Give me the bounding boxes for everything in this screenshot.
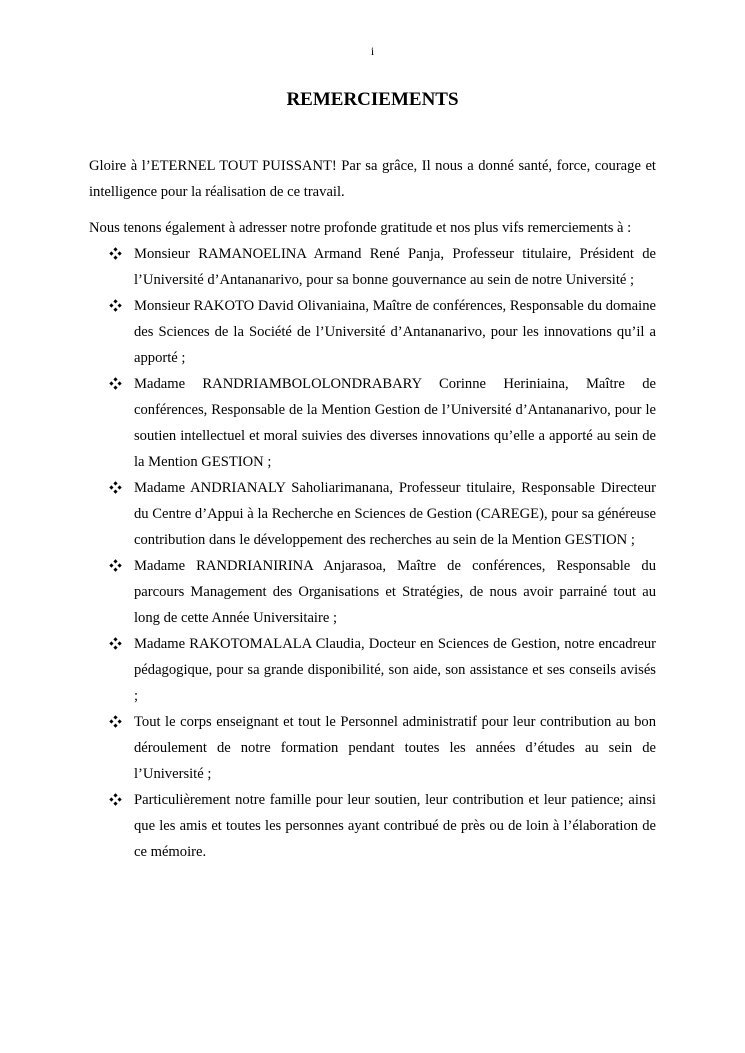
list-item bbox=[89, 631, 656, 709]
list-item bbox=[89, 371, 656, 475]
diamond-bullet-icon bbox=[109, 293, 125, 319]
page-content bbox=[89, 153, 656, 865]
page-number: i bbox=[370, 44, 375, 58]
list-item-text: Madame RAKOTOMALALA Claudia, Docteur en Sciences de Gestion, notre encadreur pédagogique, pour sa grande disponibilité, son aide, son assistance et ses conseils avisés ; bbox=[134, 636, 656, 704]
list-item bbox=[89, 241, 656, 293]
diamond-bullet-icon bbox=[109, 553, 125, 579]
list-item-text: Madame ANDRIANALY Saholiarimanana, Professeur titulaire, Responsable Directeur du Centre d’Appui à la Recherche en Sciences de Gestion (CAREGE), pour sa généreuse contribution dans le développement des recherches au sein de la Mention GESTION ; bbox=[134, 480, 656, 548]
diamond-bullet-icon bbox=[109, 709, 125, 735]
list-item-text: Monsieur RAKOTO David Olivaniaina, Maître de conférences, Responsable du domaine des Sciences de la Société de l’Université d’Antananarivo, pour les innovations qu’il a apporté ; bbox=[134, 298, 656, 366]
diamond-bullet-icon bbox=[109, 631, 125, 657]
diamond-bullet-icon bbox=[109, 787, 125, 813]
list-item-text: Tout le corps enseignant et tout le Personnel administratif pour leur contribution au bon déroulement de notre formation pendant toutes les années d’études au sein de l’Université ; bbox=[134, 714, 656, 782]
list-item bbox=[89, 475, 656, 553]
diamond-bullet-icon bbox=[109, 371, 125, 397]
list-item-text: Particulièrement notre famille pour leur soutien, leur contribution et leur patience; ainsi que les amis et toutes les personnes ayant contribué de près ou de loin à l’élaboration de ce mémoire. bbox=[134, 792, 656, 860]
intro-paragraph: Nous tenons également à adresser notre profonde gratitude et nos plus vifs remerciements à : bbox=[89, 220, 632, 236]
list-item-text: Madame RANDRIANIRINA Anjarasoa, Maître de conférences, Responsable du parcours Management des Organisations et Stratégies, de nous avoir parrainé tout au long de cette Année Universitaire ; bbox=[134, 558, 656, 626]
diamond-bullet-icon bbox=[109, 475, 125, 501]
list-item bbox=[89, 553, 656, 631]
opening-paragraph: Gloire à l’ETERNEL TOUT PUISSANT! Par sa grâce, Il nous a donné santé, force, courage et intelligence pour la réalisation de ce travail. bbox=[89, 158, 656, 200]
diamond-bullet-icon bbox=[109, 241, 125, 267]
list-item bbox=[89, 787, 656, 865]
list-item-text: Madame RANDRIAMBOLOLONDRABARY Corinne Heriniaina, Maître de conférences, Responsable de la Mention Gestion de l’Université d’Antananarivo, pour le soutien intellectuel et moral suivies des diverses innovations qu’elle a apporté au sein de la Mention GESTION ; bbox=[134, 376, 656, 470]
list-item bbox=[89, 709, 656, 787]
list-item bbox=[89, 293, 656, 371]
page-title: REMERCIEMENTS bbox=[286, 89, 459, 110]
acknowledgements-list bbox=[89, 241, 656, 865]
list-item-text: Monsieur RAMANOELINA Armand René Panja, Professeur titulaire, Président de l’Université d’Antananarivo, pour sa bonne gouvernance au sein de notre Université ; bbox=[134, 246, 656, 288]
